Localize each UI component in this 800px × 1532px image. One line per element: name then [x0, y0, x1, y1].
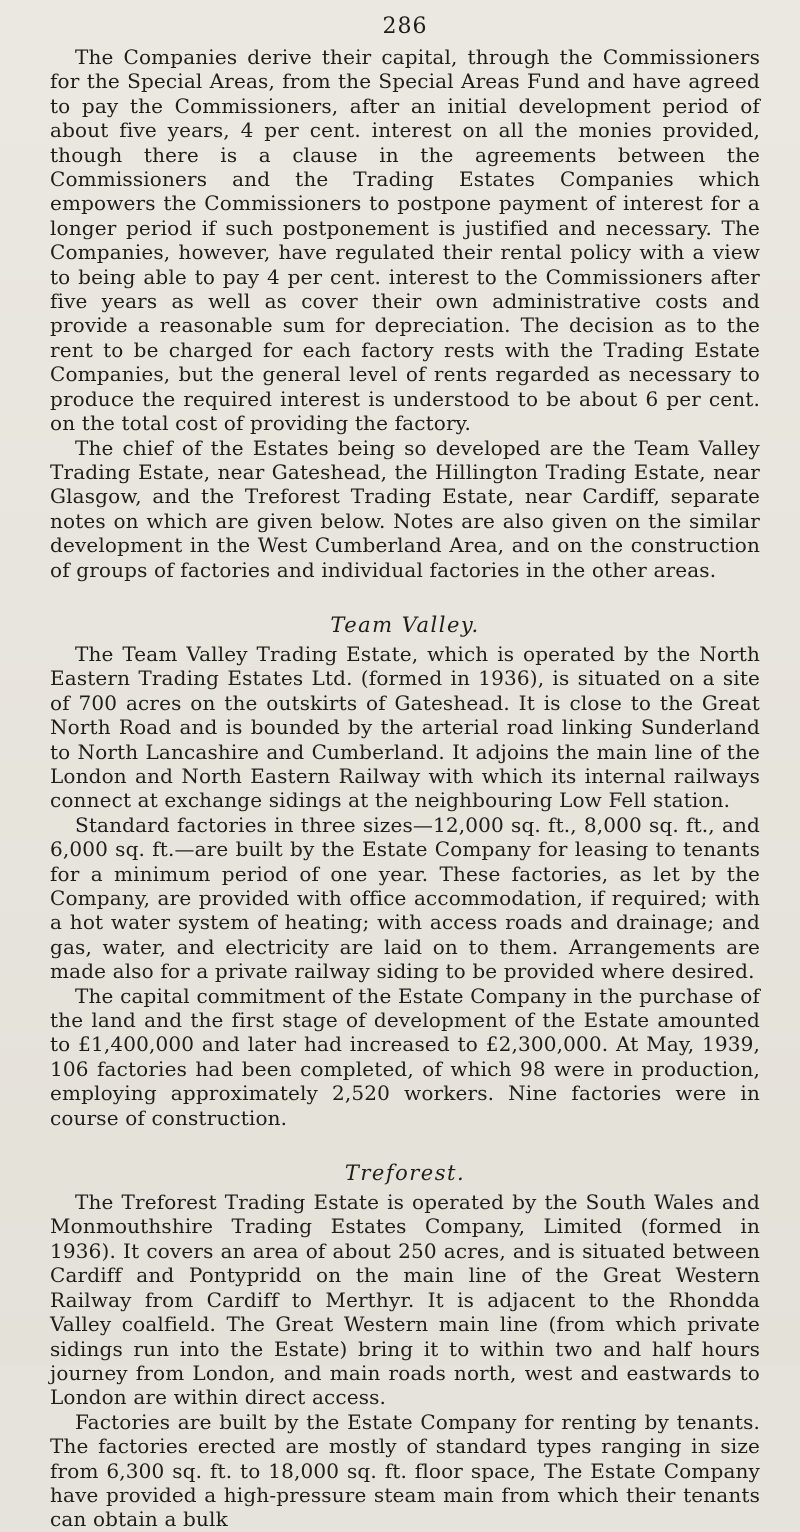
treforest-paragraph-1: The Treforest Trading Estate is operated by the South Wales and Monmouthshire Trading Estates Company, Limited (formed in 1936). It covers an area of about 250 acres, and is situated between Cardiff and Pontypridd on the main line of the Great Western Railway from Cardiff to Merthyr. It is adjacent to the Rhondda Valley coalfield. The Great Western main line (from which private sidings run into the Estate) bring it to within two and half hours journey from London, and main roads north, west and eastwards to London are within direct access.	[50, 1190, 760, 1410]
team-valley-paragraph-1: The Team Valley Trading Estate, which is operated by the North Eastern Trading Estates Ltd. (formed in 1936), is situated on a site of 700 acres on the outskirts of Gateshead. It is close to the Great North Road and is bounded by the arterial road linking Sunderland to North Lancashire and Cumberland. It adjoins the main line of the London and North Eastern Railway with which its internal railways connect at exchange sidings at the neighbouring Low Fell station.	[50, 641, 760, 813]
intro-paragraph-1: The Companies derive their capital, through the Commissioners for the Special Areas, from the Special Areas Fund and have agreed to pay the Commissioners, after an initial development period of about five years, 4 per cent. interest on all the monies provided, though there is a clause in the agreements between the Commissioners and the Trading Estates Companies which empowers the Commissioners to postpone payment of interest for a longer period if such postponement is justified and necessary. The Companies, however, have regulated their rental policy with a view to being able to pay 4 per cent. interest to the Commissioners after five years as well as cover their own administrative costs and provide a reasonable sum for depreciation. The decision as to the rent to be charged for each factory rests with the Trading Estate Companies, but the general level of rents regarded as necessary to produce the required interest is understood to be about 6 per cent. on the total cost of providing the factory.	[50, 45, 760, 436]
section-heading-treforest: Treforest.	[344, 1161, 466, 1186]
page-number: 286	[382, 14, 428, 39]
intro-paragraph-2: The chief of the Estates being so developed are the Team Valley Trading Estate, near Gateshead, the Hillington Trading Estate, near Glasgow, and the Treforest Trading Estate, near Cardiff, separate notes on which are given below. Notes are also given on the similar development in the West Cumberland Area, and on the construction of groups of factories and individual factories in the other areas.	[50, 435, 760, 582]
team-valley-paragraph-2: Standard factories in three sizes—12,000 sq. ft., 8,000 sq. ft., and 6,000 sq. ft.—are built by the Estate Company for leasing to tenants for a minimum period of one year. These factories, as let by the Company, are provided with office accommodation, if required; with a hot water system of heating; with access roads and drainage; and gas, water, and electricity are laid on to them. Arrangements are made also for a private railway siding to be provided where desired.	[50, 812, 760, 984]
treforest-paragraph-2: Factories are built by the Estate Company for renting by tenants. The factories erected are mostly of standard types ranging in size from 6,300 sq. ft. to 18,000 sq. ft. floor space, The Estate Company have provided a high-pressure steam main from which their tenants can obtain a bulk	[50, 1409, 760, 1532]
section-heading-team-valley: Team Valley.	[330, 612, 480, 637]
team-valley-paragraph-3: The capital commitment of the Estate Company in the purchase of the land and the first stage of development of the Estate amounted to £1,400,000 and later had increased to £2,300,000. At May, 1939, 106 factories had been completed, of which 98 were in production, employing approximately 2,520 workers. Nine factories were in course of construction.	[50, 983, 760, 1130]
